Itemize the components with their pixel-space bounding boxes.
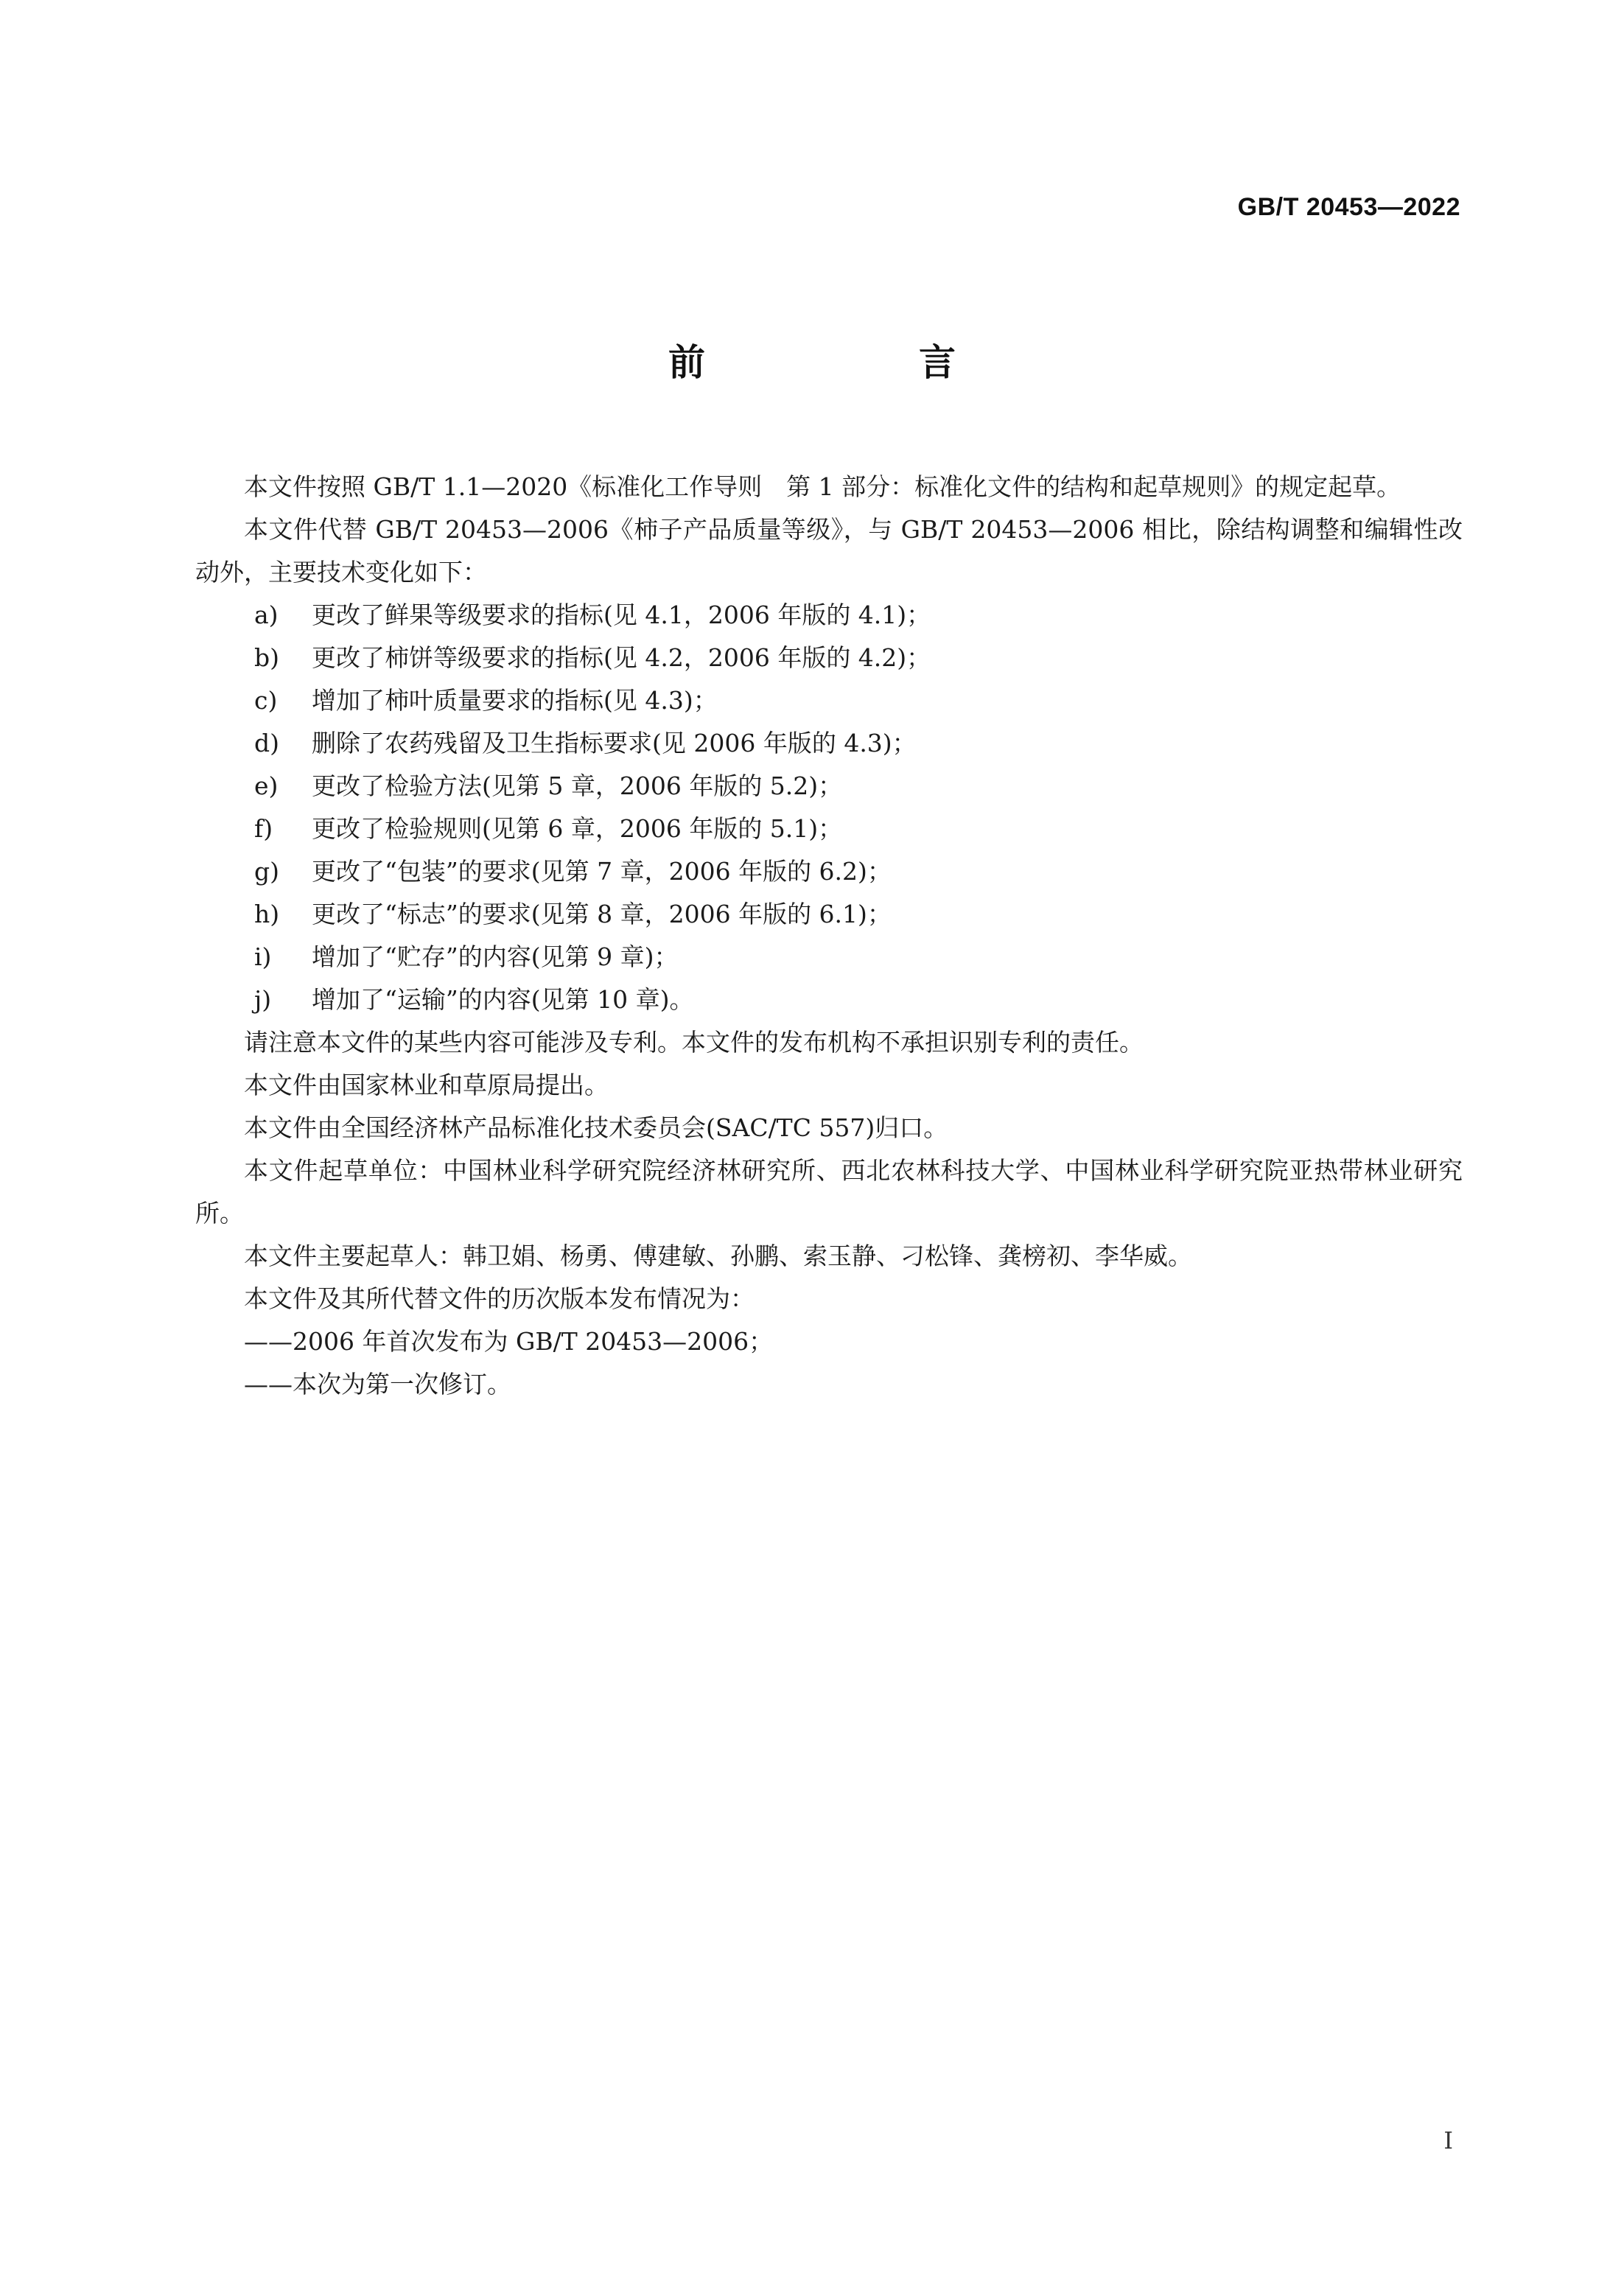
history-item: ——2006 年首次发布为 GB/T 20453—2006；: [244, 1327, 774, 1356]
list-item: [195, 637, 1463, 679]
list-item-text: 更改了检验规则(见第 6 章，2006 年版的 5.1)；: [312, 814, 843, 843]
proposer-statement: 本文件由国家林业和草原局提出。: [244, 1071, 609, 1099]
list-item: [195, 979, 1463, 1021]
list-item-text: 增加了柿叶质量要求的指标(见 4.3)；: [312, 686, 718, 715]
history-item: ——本次为第一次修订。: [244, 1370, 511, 1398]
list-item-text: 更改了检验方法(见第 5 章，2006 年版的 5.2)；: [312, 771, 843, 800]
list-item-label: j): [254, 985, 272, 1014]
committee-statement: 本文件由全国经济林产品标准化技术委员会(SAC/TC 557)归口。: [244, 1113, 948, 1142]
changes-list: [195, 594, 1463, 1021]
list-item-text: 更改了柿饼等级要求的指标(见 4.2，2006 年版的 4.2)；: [312, 643, 931, 672]
list-item-label: a): [254, 601, 279, 629]
patent-notice: 请注意本文件的某些内容可能涉及专利。本文件的发布机构不承担识别专利的责任。: [244, 1028, 1144, 1057]
list-item: [195, 936, 1463, 979]
list-item-label: h): [254, 900, 280, 928]
list-item-text: 增加了“贮存”的内容(见第 9 章)；: [312, 942, 679, 971]
drafting-units: 本文件起草单位：中国林业科学研究院经济林研究所、西北农林科技大学、中国林业科学研究院亚热带林业研究所。: [195, 1156, 1463, 1228]
list-item-text: 增加了“运输”的内容(见第 10 章)。: [312, 985, 694, 1014]
list-item-label: d): [254, 729, 279, 757]
list-item-label: f): [254, 814, 273, 843]
history-list: [195, 1320, 1463, 1406]
standard-code: GB/T 20453—2022: [1237, 193, 1460, 221]
replacement-paragraph: 本文件代替 GB/T 20453—2006《柿子产品质量等级》，与 GB/T 20453—2006 相比，除结构调整和编辑性改动外，主要技术变化如下：: [195, 515, 1463, 587]
list-item-text: 更改了“标志”的要求(见第 8 章，2006 年版的 6.1)；: [312, 900, 892, 928]
list-item: [195, 893, 1463, 936]
drafting-basis-paragraph: 本文件按照 GB/T 1.1—2020《标准化工作导则 第 1 部分：标准化文件的结构和起草规则》的规定起草。: [244, 472, 1401, 501]
list-item: [195, 850, 1463, 893]
list-item-label: c): [254, 686, 278, 715]
list-item-text: 更改了“包装”的要求(见第 7 章，2006 年版的 6.2)；: [312, 857, 892, 886]
list-item-label: b): [254, 643, 279, 672]
page-title: 前 言: [668, 341, 1044, 384]
drafters: 本文件主要起草人：韩卫娟、杨勇、傅建敏、孙鹏、索玉静、刁松锋、龚榜初、李华威。: [244, 1242, 1192, 1270]
list-item: [195, 679, 1463, 722]
list-item-label: e): [254, 771, 279, 800]
list-item: [195, 594, 1463, 637]
list-item-label: i): [254, 942, 272, 971]
list-item-text: 更改了鲜果等级要求的指标(见 4.1，2006 年版的 4.1)；: [312, 601, 931, 629]
list-item: [195, 722, 1463, 765]
list-item-text: 删除了农药残留及卫生指标要求(见 2006 年版的 4.3)；: [312, 729, 917, 757]
list-item-label: g): [254, 857, 279, 886]
list-item: [195, 765, 1463, 808]
page-number: I: [1443, 2126, 1453, 2154]
list-item: [195, 808, 1463, 850]
history-intro: 本文件及其所代替文件的历次版本发布情况为：: [244, 1284, 755, 1313]
foreword-body: [195, 466, 1463, 1406]
